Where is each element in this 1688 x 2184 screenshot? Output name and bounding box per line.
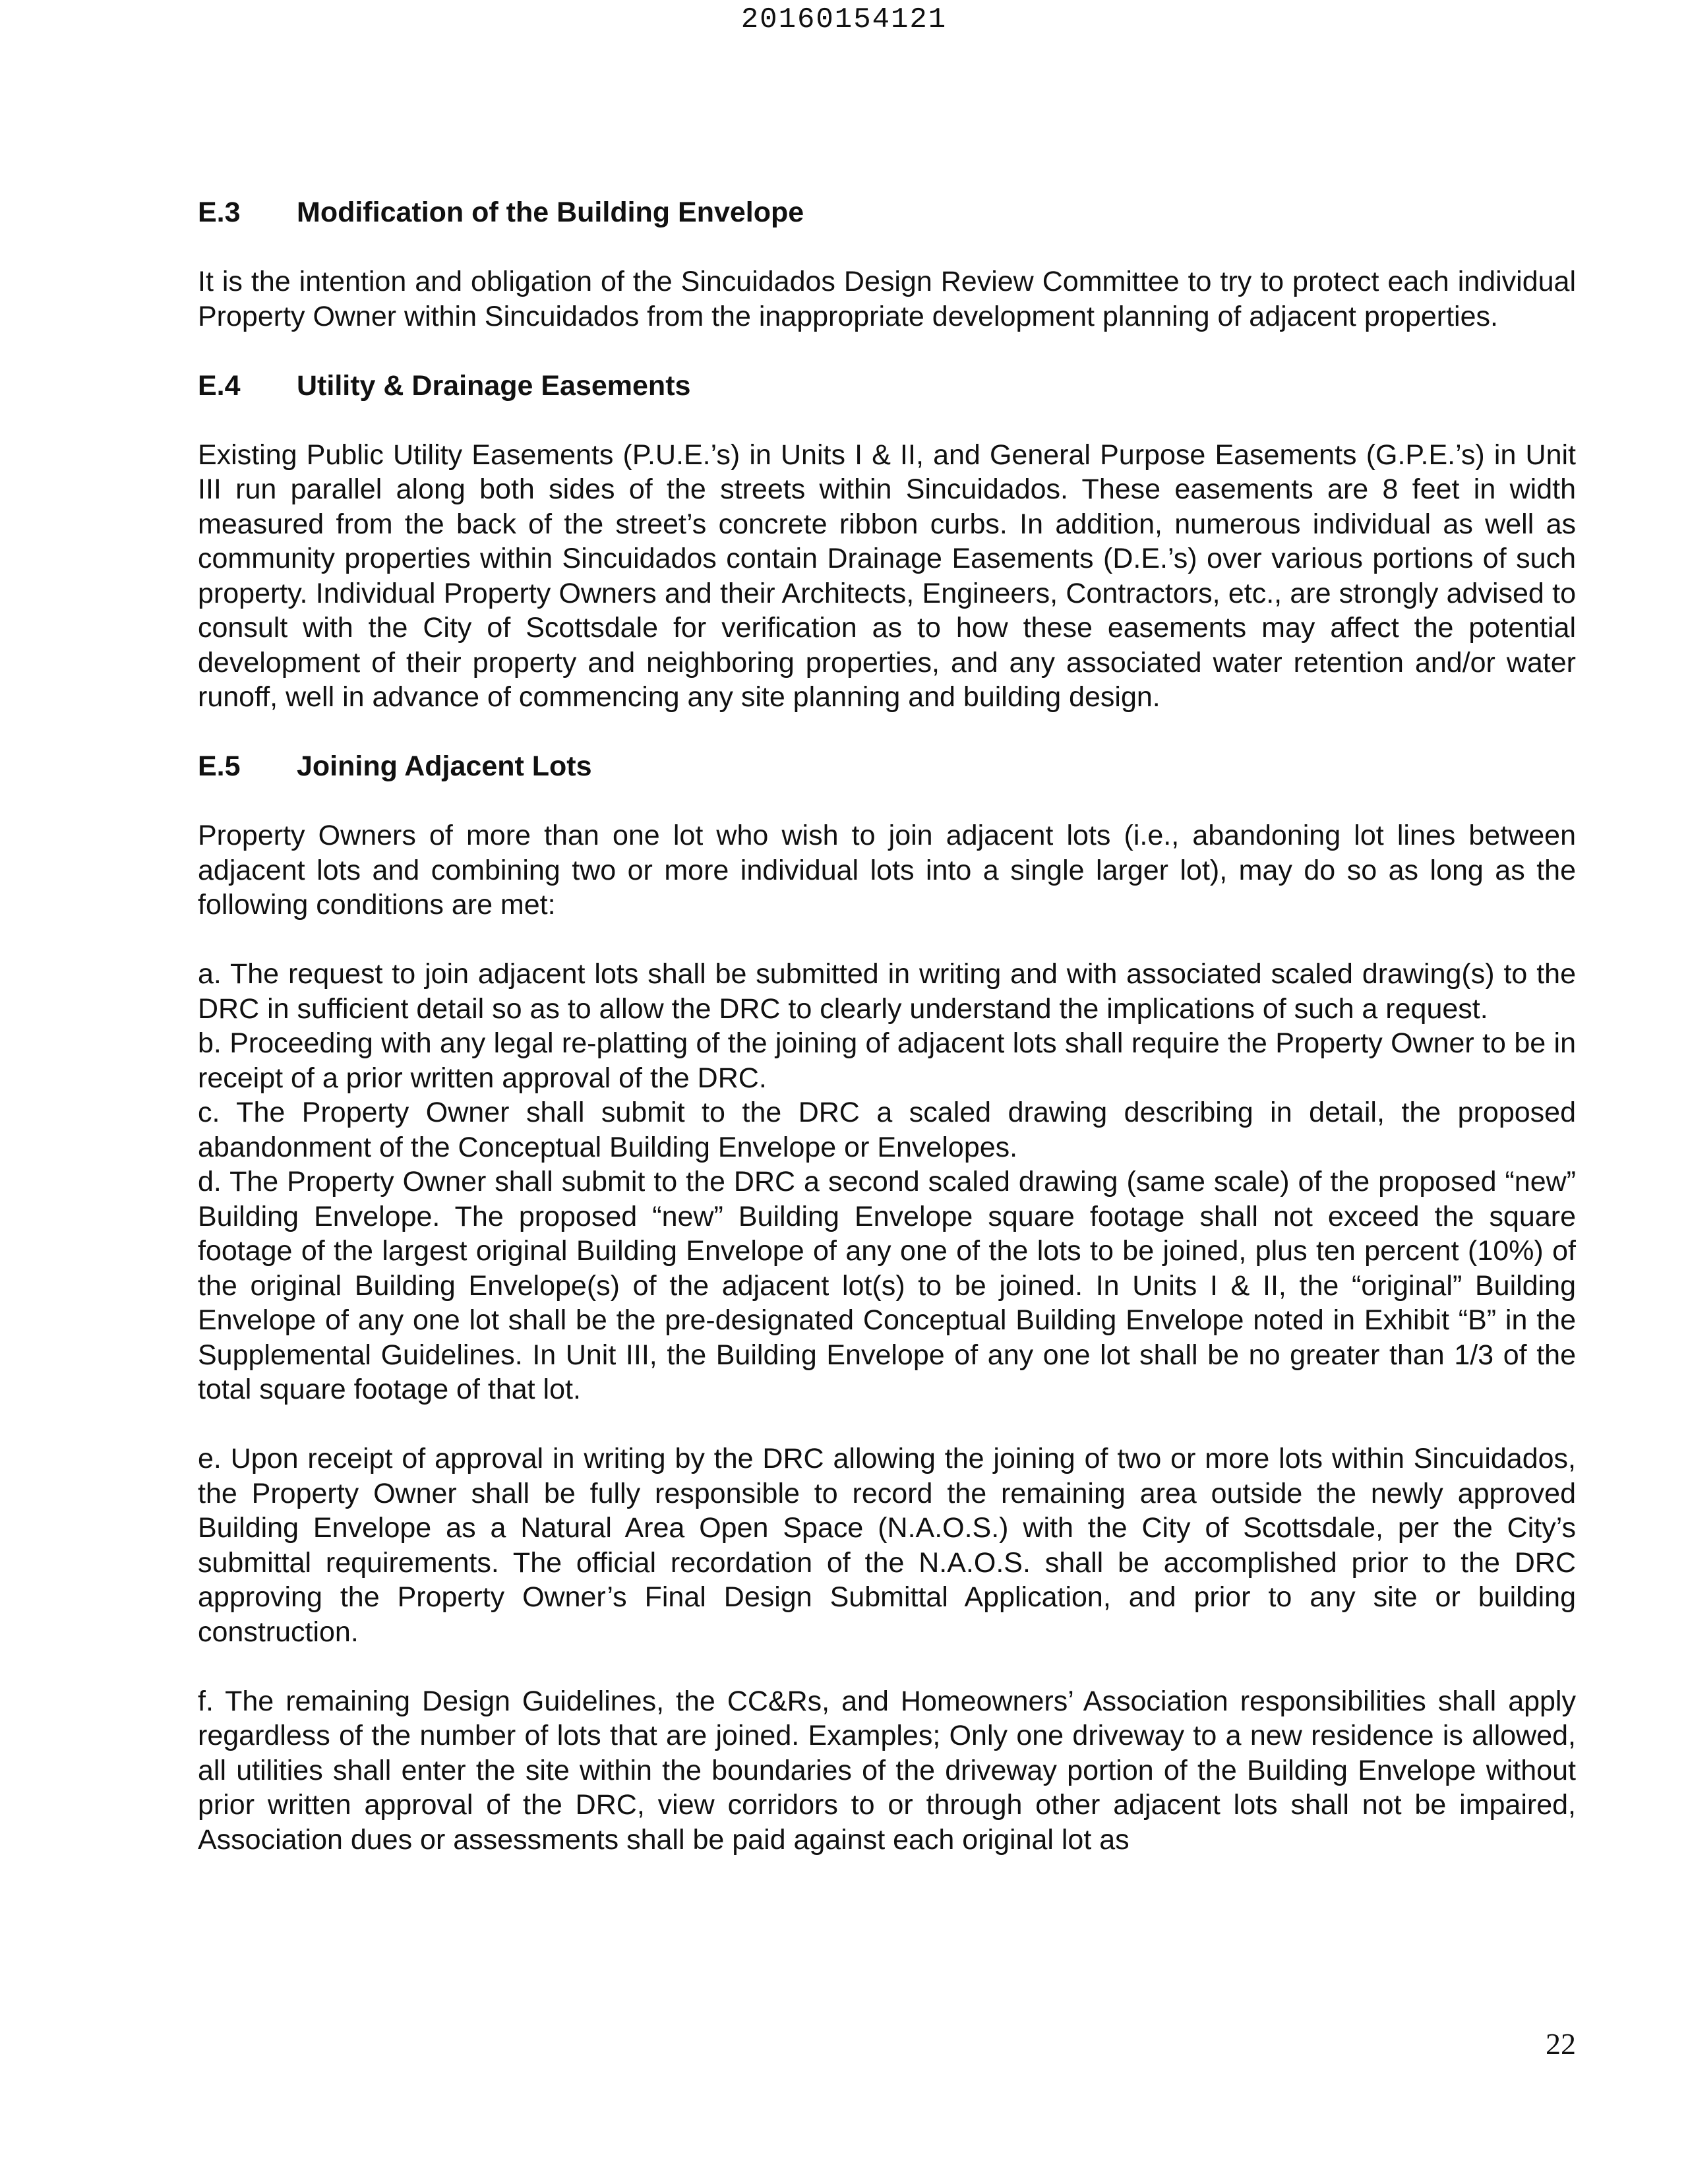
condition-item-f: f. The remaining Design Guidelines, the CC&Rs, and Homeowners’ Association responsibilities shall apply regardless of the number of lots that are joined. Examples; Only one driveway to a new residence is allowed, all utilities shall enter the site within the boundaries of the driveway portion of the Building Envelope without prior written approval of the DRC, view corridors to or through other adjacent lots shall not be impaired, Association dues or assessments shall be paid against each original lot as [198,1685,1576,1856]
condition-item-a: a. The request to join adjacent lots shall be submitted in writing and with associated scaled drawing(s) to the DRC in sufficient detail so as to allow the DRC to clearly understand the implications of such a request. [198,958,1576,1025]
section-number: E.5 [198,750,241,782]
section-e5-intro: Property Owners of more than one lot who wish to join adjacent lots (i.e., abandoning lot lines between adjacent lots and combining two or more individual lots into a single larger lot), may do so as long as the following conditions are met: [198,820,1576,921]
document-body [198,195,1576,1857]
section-number: E.4 [198,369,241,402]
section-number: E.3 [198,197,241,228]
section-title: Modification of the Building Envelope [297,197,804,228]
page-number: 22 [1546,2027,1576,2061]
section-heading-e4 [198,369,1576,404]
condition-item-c: c. The Property Owner shall submit to the DRC a scaled drawing describing in detail, the proposed abandonment of the Conceptual Building Envelope or Envelopes. [198,1097,1576,1163]
condition-item-b: b. Proceeding with any legal re-platting of the joining of adjacent lots shall require the Property Owner to be in receipt of a prior written approval of the DRC. [198,1027,1576,1094]
section-title: Utility & Drainage Easements [297,369,691,402]
section-title: Joining Adjacent Lots [297,750,592,782]
section-e4-paragraph: Existing Public Utility Easements (P.U.E.’s) in Units I & II, and General Purpose Easements (G.P.E.’s) in Unit III run parallel along both sides of the streets within Sincuidados. These easements are 8 feet in width measured from the back of the street’s concrete ribbon curbs. In addition, numerous individual as well as community properties within Sincuidados contain Drainage Easements (D.E.’s) over various portions of such property. Individual Property Owners and their Architects, Engineers, Contractors, etc., are strongly advised to consult with the City of Scottsdale for verification as to how these easements may affect the potential development of their property and neighboring properties, and any associated water retention and/or water runoff, well in advance of commencing any site planning and building design. [198,439,1576,713]
section-heading-e5 [198,749,1576,784]
condition-item-d: d. The Property Owner shall submit to the DRC a second scaled drawing (same scale) of the proposed “new” Building Envelope. The proposed “new” Building Envelope square footage shall not exceed the square footage of the largest original Building Envelope of any one of the lots to be joined, plus ten percent (10%) of the original Building Envelope(s) of the adjacent lot(s) to be joined. In Units I & II, the “original” Building Envelope of any one lot shall be the pre-designated Conceptual Building Envelope noted in Exhibit “B” in the Supplemental Guidelines. In Unit III, the Building Envelope of any one lot shall be no greater than 1/3 of the total square footage of that lot. [198,1166,1576,1405]
section-heading-e3 [198,195,1576,230]
recording-number: 20160154121 [740,3,948,36]
section-e3-paragraph: It is the intention and obligation of the Sincuidados Design Review Committee to try to protect each individual Property Owner within Sincuidados from the inappropriate development planning of adjacent properties. [198,266,1576,332]
condition-item-e: e. Upon receipt of approval in writing by the DRC allowing the joining of two or more lots within Sincuidados, the Property Owner shall be fully responsible to record the remaining area outside the newly approved Building Envelope as a Natural Area Open Space (N.A.O.S.) with the City of Scottsdale, per the City’s submittal requirements. The official recordation of the N.A.O.S. shall be accomplished prior to the DRC approving the Property Owner’s Final Design Submittal Application, and prior to any site or building construction. [198,1443,1576,1648]
